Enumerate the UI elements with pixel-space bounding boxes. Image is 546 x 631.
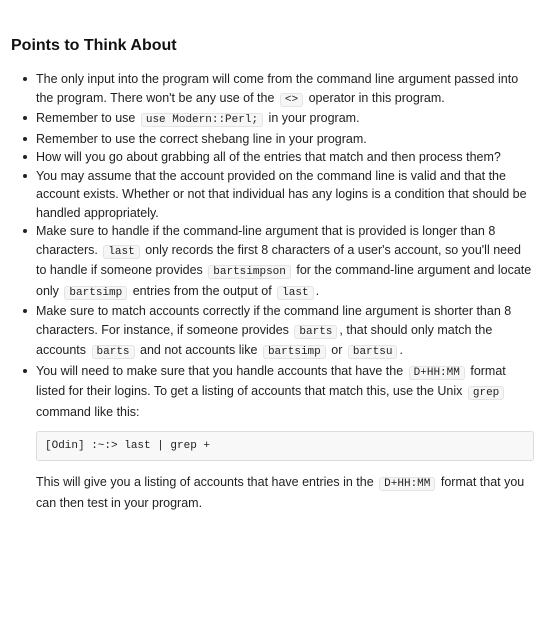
code-block: [Odin] :~:> last | grep + [36,431,534,461]
list-item [36,109,534,130]
item-text: entries from the output of [132,283,272,298]
item-text: operator in this program. [308,90,445,105]
item-text: Make sure to handle if the command-line argument that is provided is longer than 8 characters. [36,224,496,257]
item-text: format that you can then test in your program. [36,475,525,510]
item-text: , that should only match the accounts [36,322,493,357]
list-item [36,167,534,223]
list-item [36,130,534,149]
list-item [36,302,534,362]
list-item [36,148,534,167]
inline-code: use Modern::Perl; [141,113,263,127]
inline-code: last [277,286,313,300]
item-text: . [315,283,320,298]
inline-code: grep [468,386,504,400]
item-text: for the command-line argument and locate only [36,263,532,298]
item-text: only records the first 8 characters of a user's account, so you'll need to handle if someone provides [36,242,522,277]
item-text: You may assume that the account provided on the command line is valid and that the account exists. Whether or not that individual has any logins is a condition that should be handled appropriately. [36,168,527,220]
list-item [36,222,534,302]
item-text: This will give you a listing of accounts that have entries in the [36,475,374,489]
section-heading: Points to Think About [11,37,177,54]
inline-code: barts [92,345,135,359]
inline-code: D+HH:MM [409,366,465,380]
inline-code: bartsimpson [208,265,291,279]
list-item [36,362,534,513]
inline-code: bartsimp [64,286,127,300]
list-item [36,70,534,109]
item-text: or [331,343,343,357]
item-text: You will need to make sure that you handle accounts that have the [36,363,404,378]
points-list [11,70,534,512]
item-text: and not accounts like [140,343,258,357]
item-text: . [399,343,403,357]
inline-code: bartsu [348,345,398,359]
inline-code: <> [280,93,303,107]
inline-code: D+HH:MM [379,477,435,491]
item-text: Remember to use [36,111,136,125]
follow-up-paragraph [36,473,534,512]
item-text: Make sure to match accounts correctly if the command line argument is shorter than 8 characters. For instance, if someone provides [36,304,512,337]
item-text: How will you go about grabbing all of the entries that match and then process them? [36,150,501,164]
inline-code: bartsimp [263,345,326,359]
item-text: Remember to use the correct shebang line in your program. [36,131,367,146]
item-text: The only input into the program will come from the command line argument passed into the program. There won't be any use of the [36,72,519,105]
inline-code: barts [294,325,337,339]
item-text: format listed for their logins. To get a listing of accounts that match this, use the Unix [36,363,506,398]
item-text: in your program. [268,111,360,125]
item-text: command like this: [36,404,140,419]
inline-code: last [103,245,139,259]
